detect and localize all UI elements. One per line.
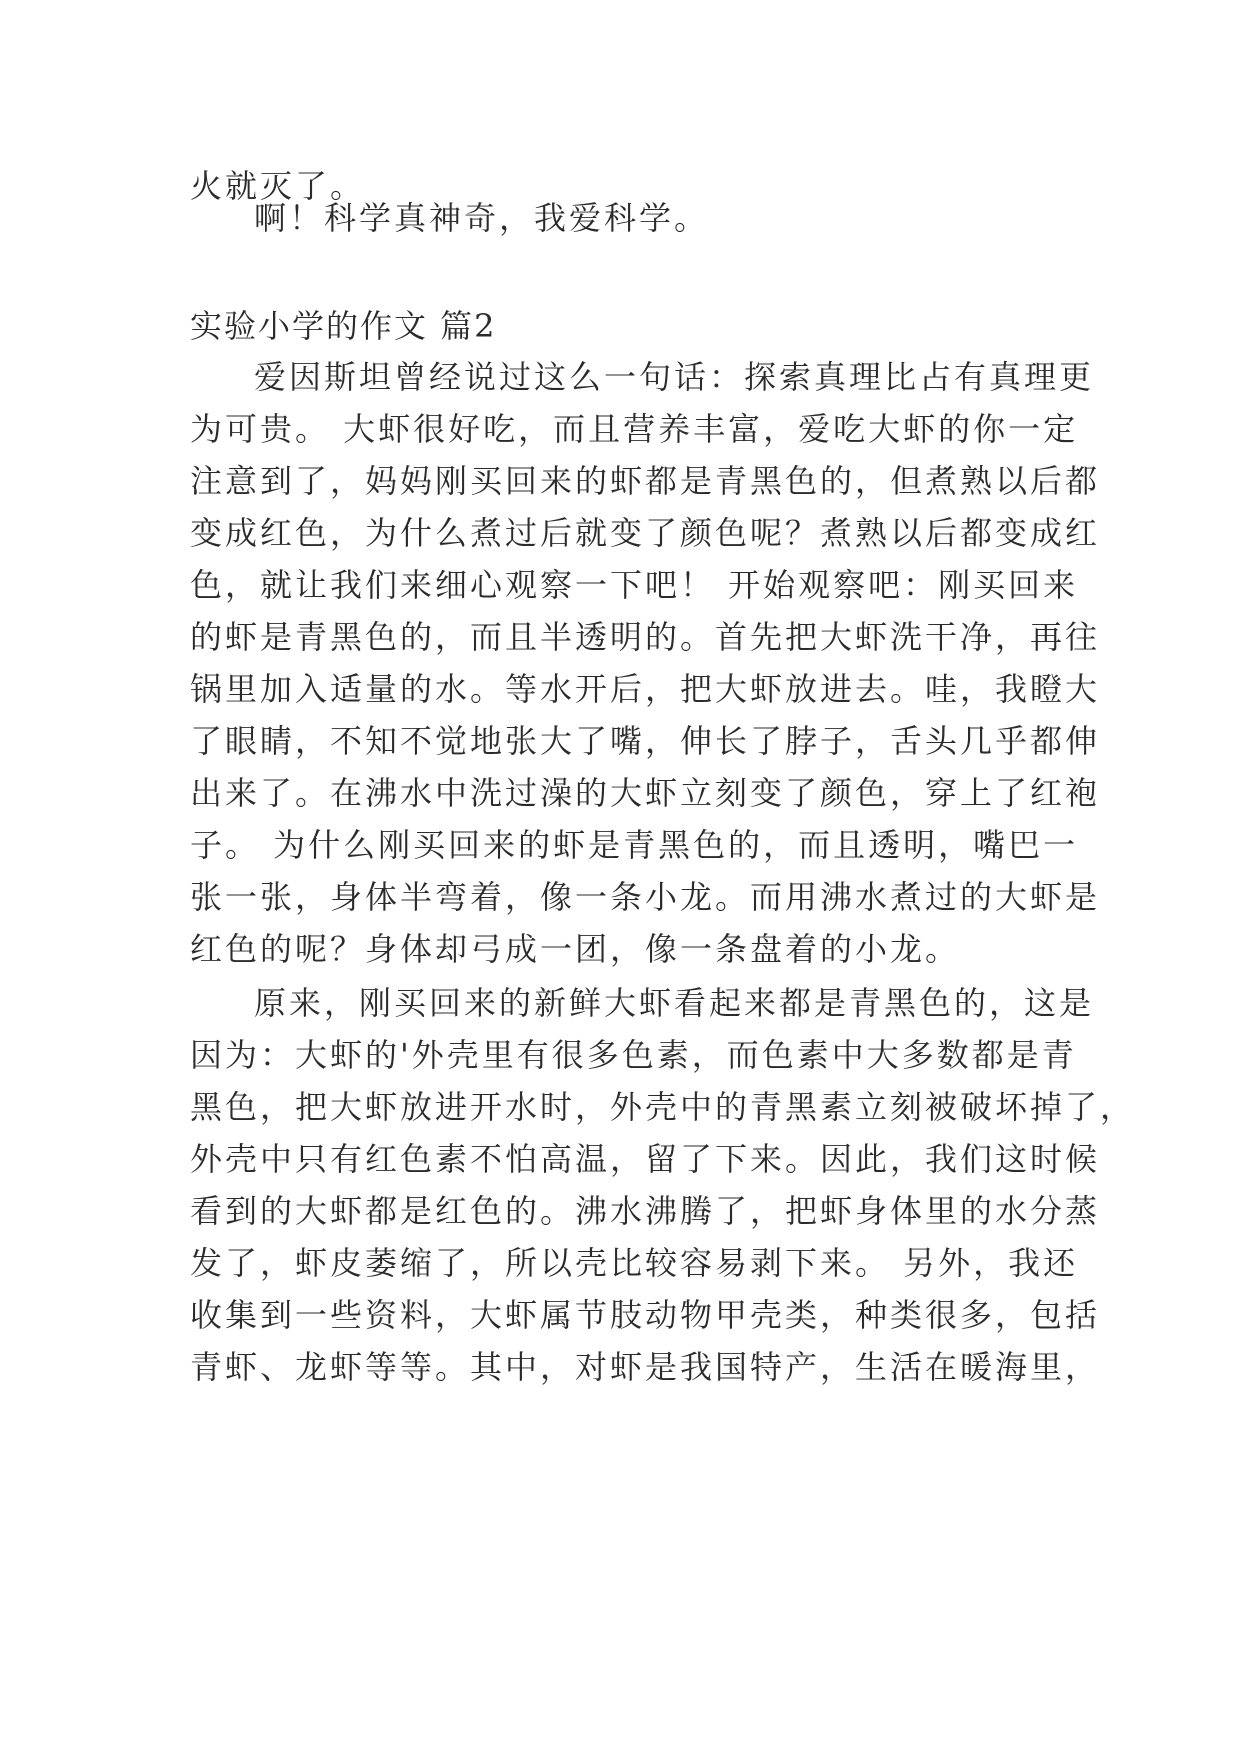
text-line: 注意到了，妈妈刚买回来的虾都是青黑色的，但煮熟以后都 <box>190 462 1101 500</box>
text-line: 爱因斯坦曾经说过这么一句话：探索真理比占有真理更 <box>254 358 1095 396</box>
text-line: 锅里加入适量的水。等水开后，把大虾放进去。哇，我瞪大 <box>190 670 1101 708</box>
text-line: 火就灭了。 <box>190 167 366 205</box>
section-heading: 实验小学的作文 篇2 <box>190 307 497 345</box>
text-line: 收集到一些资料，大虾属节肢动物甲壳类，种类很多，包括 <box>190 1296 1101 1334</box>
text-line: 原来，刚买回来的新鲜大虾看起来都是青黑色的，这是 <box>254 984 1095 1022</box>
text-line: 因为：大虾的'外壳里有很多色素，而色素中大多数都是青 <box>190 1036 1077 1074</box>
text-line: 变成红色，为什么煮过后就变了颜色呢？煮熟以后都变成红 <box>190 514 1101 552</box>
text-line: 啊！科学真神奇，我爱科学。 <box>254 199 710 237</box>
text-line: 外壳中只有红色素不怕高温，留了下来。因此，我们这时候 <box>190 1140 1101 1178</box>
text-line: 黑色，把大虾放进开水时，外壳中的青黑素立刻被破坏掉了， <box>190 1088 1136 1126</box>
text-line: 青虾、龙虾等等。其中，对虾是我国特产，生活在暖海里， <box>190 1348 1101 1386</box>
text-line: 看到的大虾都是红色的。沸水沸腾了，把虾身体里的水分蒸 <box>190 1192 1101 1230</box>
text-line: 出来了。在沸水中洗过澡的大虾立刻变了颜色，穿上了红袍 <box>190 774 1101 812</box>
text-line: 子。 为什么刚买回来的虾是青黑色的，而且透明，嘴巴一 <box>190 826 1079 864</box>
text-line: 为可贵。 大虾很好吃，而且营养丰富，爱吃大虾的你一定 <box>190 410 1079 448</box>
text-line: 发了，虾皮萎缩了，所以壳比较容易剥下来。 另外，我还 <box>190 1244 1079 1282</box>
text-line: 色，就让我们来细心观察一下吧！ 开始观察吧：刚买回来 <box>190 566 1079 604</box>
text-line: 红色的呢？身体却弓成一团，像一条盘着的小龙。 <box>190 930 961 968</box>
text-line: 张一张，身体半弯着，像一条小龙。而用沸水煮过的大虾是 <box>190 878 1101 916</box>
text-line: 的虾是青黑色的，而且半透明的。首先把大虾洗干净，再往 <box>190 618 1101 656</box>
text-line: 了眼睛，不知不觉地张大了嘴，伸长了脖子，舌头几乎都伸 <box>190 722 1101 760</box>
